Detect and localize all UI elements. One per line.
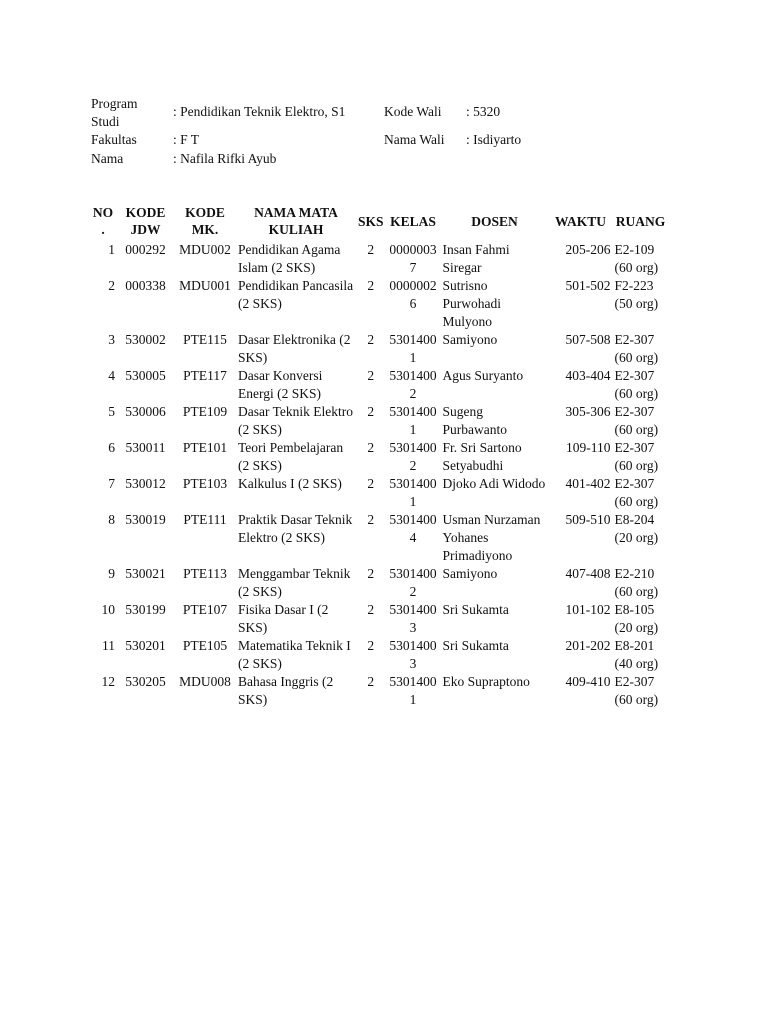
cell-kode-mk: PTE113 xyxy=(183,566,227,581)
cell-dosen: Sutrisno Purwohadi Mulyono xyxy=(442,278,502,329)
cell-sks: 2 xyxy=(367,242,375,257)
table-row xyxy=(89,367,669,403)
cell-kelas: 00000026 xyxy=(389,278,437,311)
cell-no: 12 xyxy=(101,674,115,689)
cell-sks: 2 xyxy=(367,602,375,617)
schedule-table xyxy=(89,204,669,709)
fakultas-value: : F T xyxy=(173,132,200,147)
cell-kode-jdw: 530205 xyxy=(125,674,166,689)
cell-sks: 2 xyxy=(367,440,375,455)
cell-kode-jdw: 530199 xyxy=(125,602,166,617)
cell-ruang: E2-307 (60 org) xyxy=(614,368,659,401)
header-waktu: WAKTU xyxy=(555,213,607,229)
cell-kelas: 53014003 xyxy=(389,602,437,635)
program-studi-label: Program Studi xyxy=(91,96,138,129)
nama-value: : Nafila Rifki Ayub xyxy=(173,151,277,166)
cell-kode-jdw: 530005 xyxy=(125,368,166,383)
cell-no: 9 xyxy=(108,566,115,581)
cell-kode-jdw: 530002 xyxy=(125,332,166,347)
cell-waktu: 305-306 xyxy=(565,404,611,419)
program-studi-value: : Pendidikan Teknik Elektro, S1 xyxy=(173,104,346,119)
cell-waktu: 501-502 xyxy=(565,278,611,293)
cell-no: 3 xyxy=(108,332,115,347)
cell-nama-mata-kuliah: Kalkulus I (2 SKS) xyxy=(238,476,342,491)
cell-nama-mata-kuliah: Dasar Teknik Elektro (2 SKS) xyxy=(238,404,354,437)
cell-waktu: 201-202 xyxy=(565,638,611,653)
cell-dosen: Agus Suryanto xyxy=(442,368,524,383)
cell-kode-mk: PTE105 xyxy=(182,638,228,653)
cell-dosen: Eko Supraptono xyxy=(442,674,530,689)
schedule-body xyxy=(89,241,669,709)
cell-nama-mata-kuliah: Fisika Dasar I (2 SKS) xyxy=(238,602,329,635)
header-sks: SKS xyxy=(358,213,384,229)
fakultas-label: Fakultas xyxy=(91,132,137,147)
cell-nama-mata-kuliah: Matematika Teknik I (2 SKS) xyxy=(238,638,351,671)
cell-kelas: 53014002 xyxy=(389,566,437,599)
cell-ruang: F2-223 (50 org) xyxy=(614,278,659,311)
cell-kode-mk: MDU008 xyxy=(179,674,231,689)
cell-sks: 2 xyxy=(367,278,375,293)
cell-kode-mk: PTE101 xyxy=(182,440,228,455)
table-row xyxy=(89,277,669,331)
cell-dosen: Djoko Adi Widodo xyxy=(442,476,546,491)
cell-no: 7 xyxy=(108,476,115,491)
cell-ruang: E2-109 (60 org) xyxy=(614,242,659,275)
cell-kelas: 53014001 xyxy=(389,404,437,437)
table-row xyxy=(89,439,669,475)
cell-sks: 2 xyxy=(367,512,375,527)
kode-wali-value: : 5320 xyxy=(466,104,501,119)
cell-kode-jdw: 530012 xyxy=(125,476,166,491)
cell-waktu: 403-404 xyxy=(565,368,611,383)
cell-sks: 2 xyxy=(367,638,375,653)
cell-kode-mk: MDU002 xyxy=(179,242,231,257)
cell-dosen: Samiyono xyxy=(442,566,498,581)
cell-ruang: E2-307 (60 org) xyxy=(614,404,659,437)
cell-kelas: 53014003 xyxy=(389,638,437,671)
table-row xyxy=(89,637,669,673)
header-kelas: KELAS xyxy=(390,213,436,229)
cell-kode-mk: MDU001 xyxy=(179,278,231,293)
cell-kelas: 53014001 xyxy=(389,476,437,509)
cell-nama-mata-kuliah: Teori Pembelajaran (2 SKS) xyxy=(238,440,344,473)
cell-ruang: E2-307 (60 org) xyxy=(614,674,659,707)
cell-nama-mata-kuliah: Dasar Elektronika (2 SKS) xyxy=(238,332,351,365)
cell-nama-mata-kuliah: Menggambar Teknik (2 SKS) xyxy=(238,566,351,599)
cell-waktu: 409-410 xyxy=(565,674,611,689)
cell-nama-mata-kuliah: Bahasa Inggris (2 SKS) xyxy=(238,674,334,707)
cell-kelas: 53014001 xyxy=(389,332,437,365)
cell-kode-jdw: 530006 xyxy=(125,404,166,419)
cell-dosen: Samiyono xyxy=(442,332,498,347)
cell-kode-jdw: 530011 xyxy=(125,440,166,455)
nama-label: Nama xyxy=(91,151,124,166)
table-row xyxy=(89,331,669,367)
cell-ruang: E2-307 (60 org) xyxy=(614,476,659,509)
cell-ruang: E8-204 (20 org) xyxy=(614,512,659,545)
cell-ruang: E2-307 (60 org) xyxy=(614,332,659,365)
cell-kode-mk: PTE103 xyxy=(182,476,228,491)
header-kode-jdw: KODE JDW xyxy=(125,205,166,237)
cell-kelas: 53014002 xyxy=(389,368,437,401)
cell-no: 8 xyxy=(108,512,115,527)
cell-nama-mata-kuliah: Pendidikan Pancasila (2 SKS) xyxy=(238,278,354,311)
cell-kelas: 53014001 xyxy=(389,674,437,707)
cell-dosen: Fr. Sri Sartono Setyabudhi xyxy=(442,440,522,473)
cell-ruang: E2-307 (60 org) xyxy=(614,440,659,473)
cell-sks: 2 xyxy=(367,476,375,491)
cell-sks: 2 xyxy=(367,368,375,383)
header-kode-mk: KODE MK. xyxy=(185,205,225,237)
cell-waktu: 407-408 xyxy=(565,566,611,581)
cell-no: 5 xyxy=(108,404,115,419)
header-no: NO . xyxy=(92,205,114,237)
cell-kelas: 53014002 xyxy=(389,440,437,473)
cell-kode-mk: PTE117 xyxy=(183,368,227,383)
cell-no: 6 xyxy=(108,440,115,455)
cell-dosen: Sugeng Purbawanto xyxy=(442,404,508,437)
cell-kode-mk: PTE115 xyxy=(183,332,227,347)
table-row xyxy=(89,565,669,601)
cell-kode-jdw: 530021 xyxy=(125,566,166,581)
cell-sks: 2 xyxy=(367,404,375,419)
cell-kelas: 53014004 xyxy=(389,512,437,545)
cell-waktu: 509-510 xyxy=(565,512,611,527)
cell-kode-mk: PTE107 xyxy=(182,602,228,617)
cell-kode-mk: PTE109 xyxy=(182,404,228,419)
nama-wali-value: : Isdiyarto xyxy=(466,132,522,147)
cell-nama-mata-kuliah: Praktik Dasar Teknik Elektro (2 SKS) xyxy=(238,512,353,545)
table-row xyxy=(89,673,669,709)
kode-wali-label: Kode Wali xyxy=(384,104,442,119)
cell-ruang: E8-201 (40 org) xyxy=(614,638,659,671)
table-row xyxy=(89,601,669,637)
cell-sks: 2 xyxy=(367,332,375,347)
cell-waktu: 507-508 xyxy=(565,332,611,347)
cell-no: 10 xyxy=(101,602,115,617)
nama-wali-label: Nama Wali xyxy=(384,132,445,147)
cell-kode-jdw: 000292 xyxy=(125,242,166,257)
table-header-row xyxy=(89,204,669,241)
cell-waktu: 109-110 xyxy=(566,440,611,455)
header-nama-mata-kuliah: NAMA MATA KULIAH xyxy=(254,205,338,237)
cell-no: 2 xyxy=(108,278,115,293)
cell-dosen: Sri Sukamta xyxy=(442,638,509,653)
cell-dosen: Insan Fahmi Siregar xyxy=(442,242,510,275)
cell-dosen: Usman Nurzaman Yohanes Primadiyono xyxy=(442,512,541,563)
table-row xyxy=(89,511,669,565)
table-row xyxy=(89,241,669,277)
cell-kode-jdw: 530019 xyxy=(125,512,166,527)
cell-ruang: E2-210 (60 org) xyxy=(614,566,659,599)
cell-no: 11 xyxy=(102,638,115,653)
cell-no: 4 xyxy=(108,368,115,383)
cell-kode-mk: PTE111 xyxy=(183,512,227,527)
cell-nama-mata-kuliah: Dasar Konversi Energi (2 SKS) xyxy=(238,368,323,401)
cell-sks: 2 xyxy=(367,566,375,581)
cell-waktu: 401-402 xyxy=(565,476,611,491)
header-dosen: DOSEN xyxy=(471,213,518,229)
cell-dosen: Sri Sukamta xyxy=(442,602,509,617)
cell-kelas: 00000037 xyxy=(389,242,437,275)
table-row xyxy=(89,403,669,439)
cell-kode-jdw: 000338 xyxy=(125,278,166,293)
header-ruang: RUANG xyxy=(615,213,666,229)
cell-nama-mata-kuliah: Pendidikan Agama Islam (2 SKS) xyxy=(238,242,341,275)
table-row xyxy=(89,475,669,511)
cell-waktu: 101-102 xyxy=(565,602,611,617)
cell-kode-jdw: 530201 xyxy=(125,638,166,653)
cell-no: 1 xyxy=(108,242,115,257)
cell-ruang: E8-105 (20 org) xyxy=(614,602,659,635)
cell-waktu: 205-206 xyxy=(565,242,611,257)
cell-sks: 2 xyxy=(367,674,375,689)
